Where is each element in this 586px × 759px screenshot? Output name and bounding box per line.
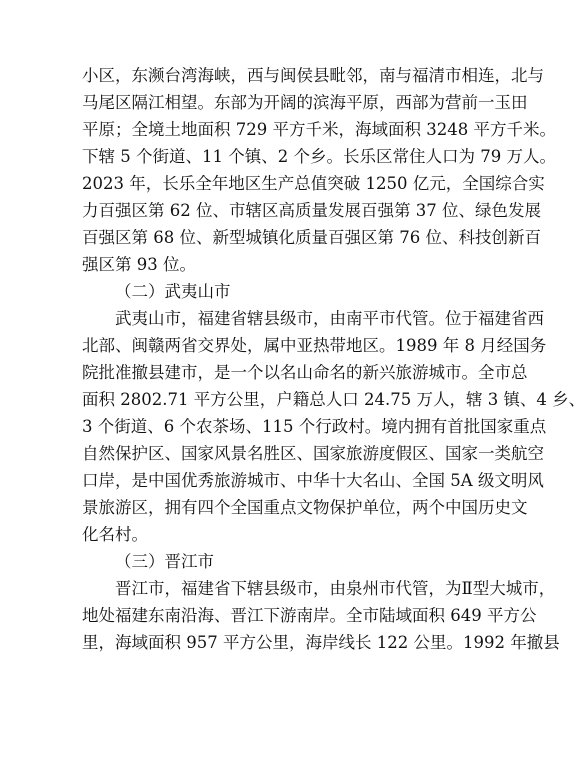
text-line: 百强区第 68 位、新型城镇化质量百强区第 76 位、科技创新百	[82, 228, 541, 247]
text-line: 平原；全境土地面积 729 平方千米，海域面积 3248 平方千米。	[82, 120, 556, 139]
text-line: 下辖 5 个街道、11 个镇、2 个乡。长乐区常住人口为 79 万人。	[82, 147, 556, 166]
text-line: 强区第 93 位。	[82, 255, 196, 274]
text-line: 北部、闽赣两省交界处，属中亚热带地区。1989 年 8 月经国务	[82, 336, 547, 355]
text-line: 马尾区隔江相望。东部为开阔的滨海平原，西部为营前一玉田	[82, 93, 528, 112]
text-line: 晋江市，福建省下辖县级市，由泉州市代管，为Ⅱ型大城市，	[115, 579, 556, 598]
text-line: 景旅游区，拥有四个全国重点文物保护单位，两个中国历史文	[82, 498, 528, 517]
paragraph-wuyishan	[82, 305, 586, 548]
text-line: 里，海域面积 957 平方公里，海岸线长 122 公里。1992 年撤县	[82, 633, 560, 652]
text-line: 面积 2802.71 平方公里，户籍总人口 24.75 万人，辖 3 镇、4 乡、	[82, 390, 586, 409]
text-line: 3 个街道、6 个农茶场、115 个行政村。境内拥有首批国家重点	[82, 417, 547, 436]
text-line: 院批准撤县建市，是一个以名山命名的新兴旅游城市。全市总	[82, 363, 528, 382]
text-line: 地处福建东南沿海、晋江下游南岸。全市陆域面积 649 平方公	[82, 606, 537, 625]
text-line: 武夷山市，福建省辖县级市，由南平市代管。位于福建省西	[115, 309, 544, 328]
paragraph-changle	[82, 62, 556, 278]
paragraph-jinjiang	[82, 575, 560, 656]
text-line: 自然保护区、国家风景名胜区、国家旅游度假区、国家一类航空	[82, 444, 544, 463]
text-line: 2023 年，长乐全年地区生产总值突破 1250 亿元，全国综合实	[82, 174, 545, 193]
text-line: 口岸，是中国优秀旅游城市、中华十大名山、全国 5A 级文明风	[82, 471, 544, 490]
heading-wuyishan: （二）武夷山市	[115, 282, 231, 301]
text-line: 小区，东濒台湾海峡，西与闽侯县毗邻，南与福清市相连，北与	[82, 66, 544, 85]
document-page	[82, 62, 586, 656]
heading-jinjiang: （三）晋江市	[115, 552, 214, 571]
text-line: 力百强区第 62 位、市辖区高质量发展百强第 37 位、绿色发展	[82, 201, 541, 220]
text-line: 化名村。	[82, 525, 148, 544]
